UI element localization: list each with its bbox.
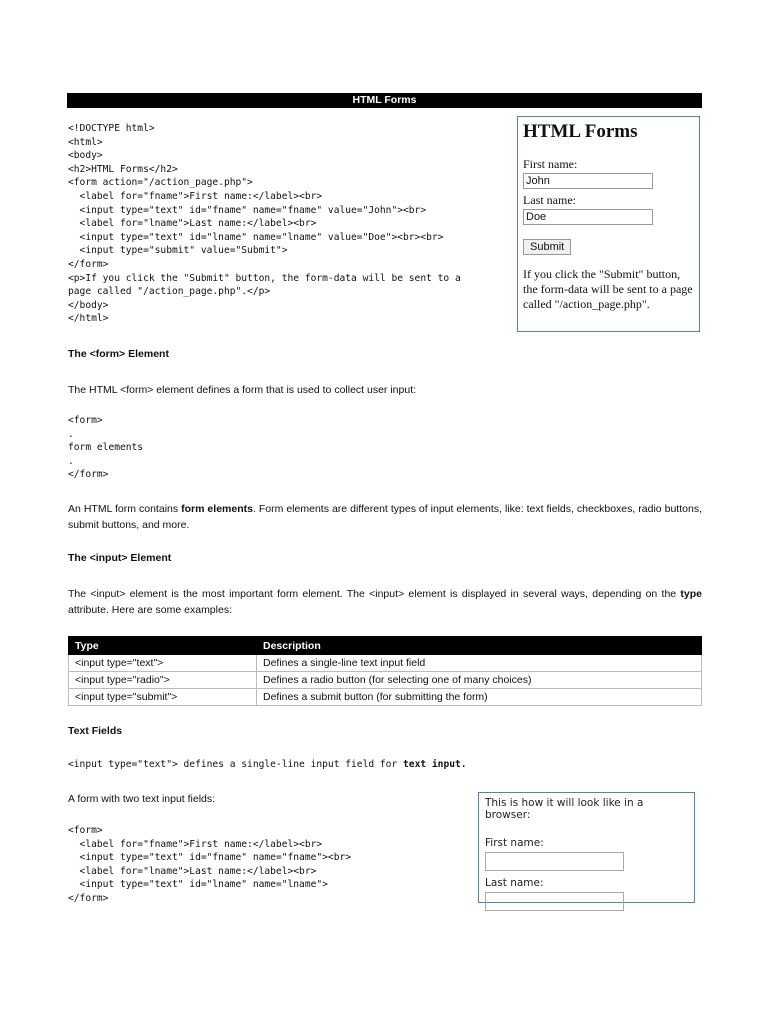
text-field-definition: <input type="text"> defines a single-line input field for text input. (68, 759, 467, 770)
browser-preview-text-fields (478, 792, 695, 903)
table-cell-description: Defines a radio button (for selecting one of many choices) (257, 672, 702, 689)
table-row (69, 672, 702, 689)
code-example-text-fields: <form> <label for="fname">First name:</label><br> <input type="text" id="fname" name="fname"><br> <label for="lname">Last name:</label><br> <input type="text" id="lname" name="lname"> </form> (68, 825, 352, 904)
table-cell-description: Defines a single-line text input field (257, 655, 702, 672)
preview-caption: This is how it will look like in a browser: (485, 797, 644, 821)
table-header-type: Type (69, 637, 257, 655)
first-name-label: First name: (523, 157, 578, 171)
table-row (69, 655, 702, 672)
last-name-label: Last name: (485, 877, 544, 889)
first-name-input[interactable]: John (523, 173, 653, 189)
document-title-bar: HTML Forms (67, 93, 702, 108)
code-example-full-form: <!DOCTYPE html> <html> <body> <h2>HTML Forms</h2> <form action="/action_page.php"> <label for="fname">First name:</label><br> <input type="text" id="fname" name="fname" value="John"><br> <label for="lname">Last name:</label><br> <input type="text" id="lname" name="lname" value="Doe"><br><br> <input type="submit" value="Submit"> </form> <p>If you click the "Submit" button, the form-data will be sent to a page called "/action_page.php".</p> </body> </html> (68, 123, 461, 325)
code-example-form-skeleton: <form> . form elements . </form> (68, 415, 144, 481)
table-header-description: Description (257, 637, 702, 655)
text-fields-intro: A form with two text input fields: (68, 793, 216, 805)
table-cell-type: <input type="text"> (69, 655, 257, 672)
last-name-input[interactable] (485, 892, 624, 911)
submit-button[interactable]: Submit (523, 239, 571, 255)
preview-paragraph: If you click the "Submit" button, the form-data will be sent to a page called "/action_page.php". (523, 267, 693, 311)
section-heading-form-element: The <form> Element (68, 348, 169, 360)
input-element-paragraph: The <input> element is the most important form element. The <input> element is displayed in several ways, depending on the type attribute. Here are some examples: (68, 588, 702, 616)
table-cell-description: Defines a submit button (for submitting the form) (257, 689, 702, 706)
first-name-input[interactable] (485, 852, 624, 871)
section-heading-input-element: The <input> Element (68, 552, 172, 564)
form-element-intro: The HTML <form> element defines a form that is used to collect user input: (68, 384, 417, 396)
preview-heading: HTML Forms (523, 121, 638, 142)
last-name-input[interactable]: Doe (523, 209, 653, 225)
first-name-label: First name: (485, 837, 544, 849)
form-elements-paragraph: An HTML form contains form elements. Form elements are different types of input elements, like: text fields, checkboxes, radio buttons, submit buttons, and more. (68, 503, 702, 531)
section-heading-text-fields: Text Fields (68, 725, 123, 737)
input-types-table (68, 636, 702, 706)
table-cell-type: <input type="submit"> (69, 689, 257, 706)
last-name-label: Last name: (523, 193, 576, 207)
table-row (69, 689, 702, 706)
table-cell-type: <input type="radio"> (69, 672, 257, 689)
browser-preview-html-forms (517, 116, 700, 332)
